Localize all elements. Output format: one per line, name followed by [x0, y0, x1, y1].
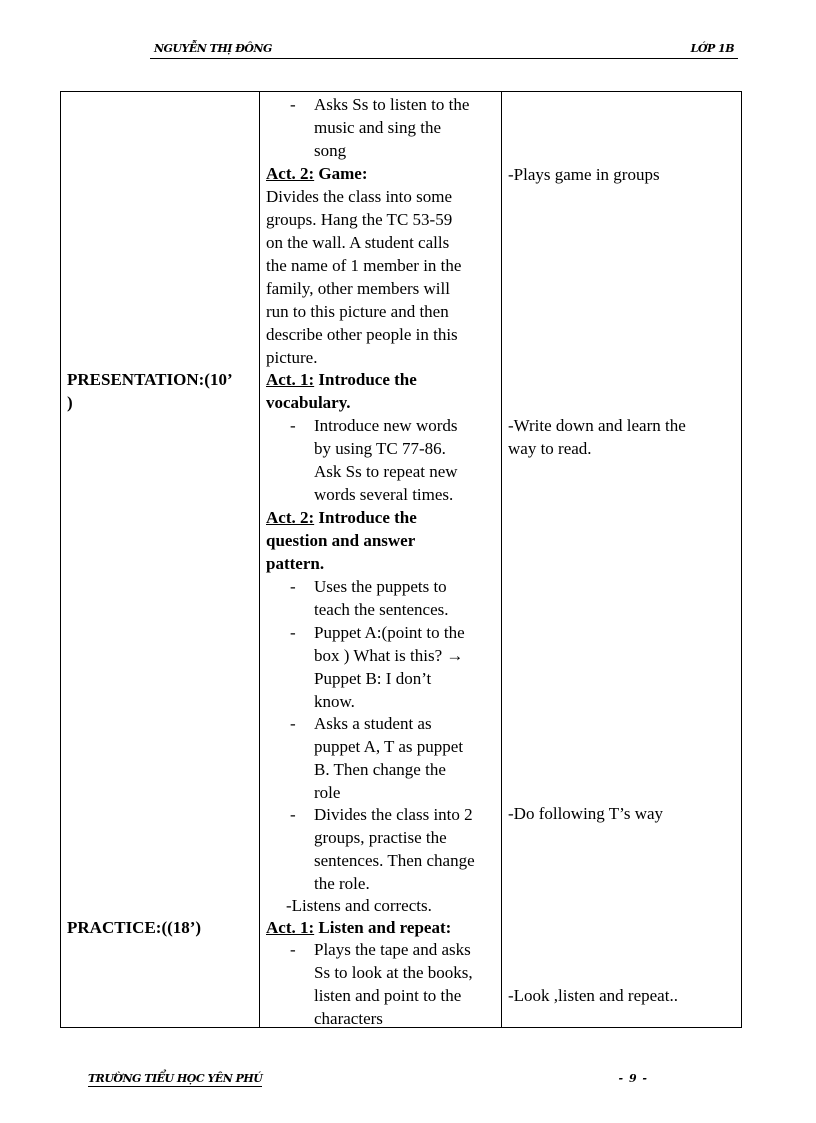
text-line: sentences. Then change [314, 851, 475, 870]
student-vocab-cont: way to read. [508, 439, 592, 458]
text-line: family, other members will [266, 279, 450, 298]
text-line: puppet A, T as puppet [314, 737, 464, 756]
listens-line: -Listens and corrects. [286, 896, 432, 915]
text-line: Plays the tape and asks [314, 940, 471, 959]
bullet-dash: - [290, 95, 296, 114]
text-line: Uses the puppets to [314, 577, 447, 596]
bullet-dash: - [290, 416, 296, 435]
p-act1-heading [266, 368, 417, 391]
act-label: Act. 2: [266, 164, 315, 183]
act-label: Act. 1: [266, 918, 315, 937]
text-line: Divides the class into some [266, 187, 453, 206]
act-title: Introduce the [314, 508, 417, 527]
student-repeat: -Look ,listen and repeat.. [508, 986, 678, 1005]
text-line: box ) What is this? → [314, 646, 464, 665]
act-title-cont: vocabulary. [266, 393, 351, 412]
header-teacher-name: NGUYỄN THỊ ĐÔNG [154, 42, 272, 55]
act-title-cont: question and answer [266, 531, 416, 550]
text-line: words several times. [314, 485, 454, 504]
text-line: Puppet A:(point to the [314, 623, 465, 642]
text-line: Asks Ss to listen to the [314, 95, 470, 114]
act-label: Act. 1: [266, 370, 315, 389]
teacher-activities-column [260, 92, 502, 1028]
text-line: on the wall. A student calls [266, 233, 450, 252]
page-header [150, 38, 738, 59]
student-activities-column [502, 92, 742, 1028]
bullet-dash: - [290, 623, 296, 642]
act-title: Listen and repeat: [314, 918, 452, 937]
bullet-dash: - [290, 714, 296, 733]
act-title-cont: pattern. [266, 554, 325, 573]
text-line: song [314, 141, 347, 160]
pr-act1-heading [266, 916, 451, 939]
student-follow: -Do following T’s way [508, 804, 664, 823]
text-line: teach the sentences. [314, 600, 449, 619]
header-class: LỚP 1B [690, 42, 734, 55]
text-line: role [314, 783, 341, 802]
text-line: run to this picture and then [266, 302, 449, 321]
stage-presentation: PRESENTATION:(10’ [67, 370, 233, 389]
text-line: Puppet B: I don’t [314, 669, 432, 688]
page-footer [88, 1070, 648, 1088]
bullet-dash: - [290, 577, 296, 596]
lesson-plan-table [60, 91, 742, 1028]
text-line: describe other people in this [266, 325, 458, 344]
act-title: Game: [314, 164, 368, 183]
bullet-dash: - [290, 940, 296, 959]
text-line: music and sing the [314, 118, 442, 137]
footer-school: TRƯỜNG TIỂU HỌC YÊN PHÚ [88, 1072, 263, 1085]
p-act2-heading [266, 506, 417, 529]
bullet-dash: - [290, 805, 296, 824]
page-number: - 9 - [618, 1072, 648, 1085]
act-label: Act. 2: [266, 508, 315, 527]
student-vocab: -Write down and learn the [508, 416, 686, 435]
act-title: Introduce the [314, 370, 417, 389]
text-line: Ss to look at the books, [314, 963, 473, 982]
text-line: groups, practise the [314, 828, 447, 847]
text-line: Divides the class into 2 [314, 805, 473, 824]
text-line: the name of 1 member in the [266, 256, 462, 275]
text-line: groups. Hang the TC 53-59 [266, 210, 453, 229]
text-line: characters [314, 1009, 383, 1028]
text-line: listen and point to the [314, 986, 462, 1005]
text-line: Ask Ss to repeat new [314, 462, 458, 481]
text-line: know. [314, 692, 355, 711]
text-line: picture. [266, 348, 318, 367]
student-game: -Plays game in groups [508, 165, 660, 184]
text-line: by using TC 77-86. [314, 439, 446, 458]
text-line: the role. [314, 874, 370, 893]
text-line: B. Then change the [314, 760, 446, 779]
stage-practice: PRACTICE:((18’) [67, 918, 202, 937]
text-line: Introduce new words [314, 416, 458, 435]
stage-presentation-cont: ) [67, 393, 73, 412]
act2-game-heading [266, 162, 368, 185]
text-line: Asks a student as [314, 714, 432, 733]
stage-column [61, 92, 260, 1028]
